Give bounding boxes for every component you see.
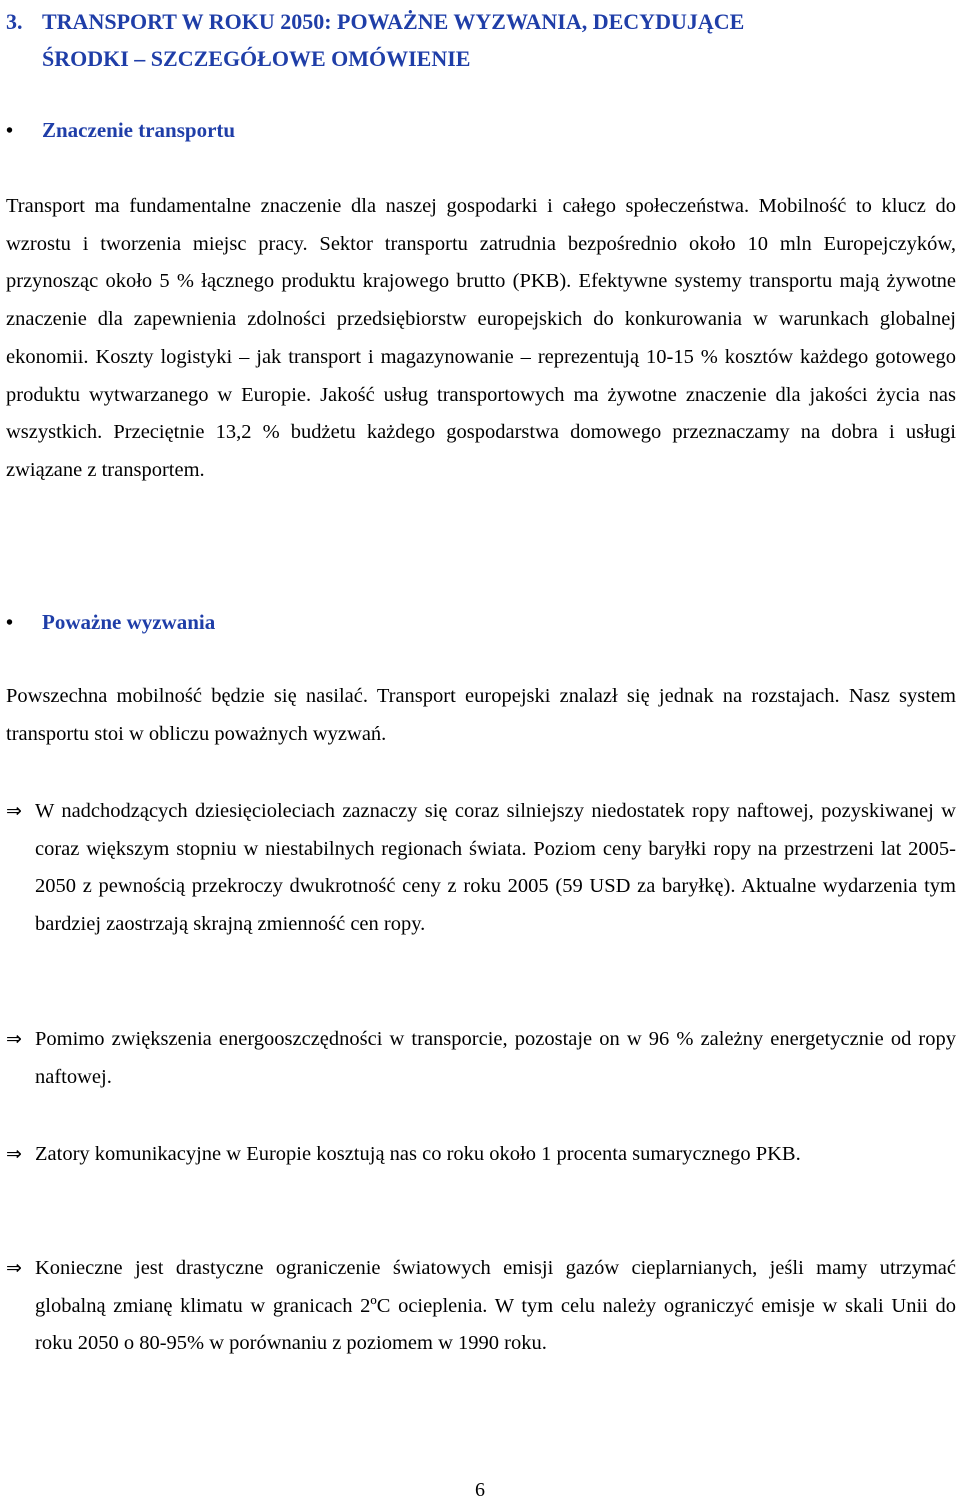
- challenge-item-oil-shortage: [6, 793, 956, 944]
- chapter-heading: [6, 3, 956, 77]
- section-title-challenges: [6, 607, 956, 638]
- section-title-importance: [6, 115, 956, 146]
- challenge-item-text: Pomimo zwiększenia energooszczędności w transporcie, pozostaje on w 96 % zależny energetycznie od ropy naftowej.: [35, 1028, 956, 1088]
- chapter-title-line1: TRANSPORT W ROKU 2050: POWAŻNE WYZWANIA, DECYDUJĄCE: [42, 9, 745, 34]
- right-double-arrow-icon: ⇒: [6, 1257, 22, 1279]
- section-title-text: Znaczenie transportu: [42, 118, 236, 142]
- chapter-title-line2: ŚRODKI – SZCZEGÓŁOWE OMÓWIENIE: [42, 46, 471, 71]
- right-double-arrow-icon: ⇒: [6, 800, 22, 822]
- challenge-item-oil-dependence: [6, 1021, 956, 1096]
- challenges-paragraph: Powszechna mobilność będzie się nasilać. Transport europejski znalazł się jednak na rozstajach. Nasz system transportu stoi w obliczu poważnych wyzwań.: [6, 685, 956, 745]
- right-double-arrow-icon: ⇒: [6, 1028, 22, 1050]
- challenge-item-congestion: [6, 1136, 956, 1174]
- section-title-text: Poważne wyzwania: [42, 610, 216, 634]
- challenge-item-emissions: [6, 1250, 956, 1363]
- chapter-number: 3.: [6, 9, 23, 34]
- importance-paragraph: Transport ma fundamentalne znaczenie dla naszej gospodarki i całego społeczeństwa. Mobilność to klucz do wzrostu i tworzenia miejsc pracy. Sektor transportu zatrudnia bezpośrednio około 10 mln Europejczyków, przynosząc około 5 % łącznego produktu krajowego brutto (PKB). Efektywne systemy transportu mają żywotne znaczenie dla zapewnienia zdolności przedsiębiorstw europejskich do konkurowania w warunkach globalnej ekonomii. Koszty logistyki – jak transport i magazynowanie – reprezentują 10-15 % kosztów każdego gotowego produktu wytwarzanego w Europie. Jakość usług transportowych ma żywotne znaczenie dla jakości życia nas wszystkich. Przeciętnie 13,2 % budżetu każdego gospodarstwa domowego przeznaczamy na dobra i usługi związane z transportem.: [6, 195, 956, 481]
- challenge-item-text: W nadchodzących dziesięcioleciach zaznaczy się coraz silniejszy niedostatek ropy naftowej, pozyskiwanej w coraz większym stopniu w niestabilnych regionach świata. Poziom ceny baryłki ropy na przestrzeni lat 2005-2050 z pewnością przekroczy dwukrotność ceny z roku 2005 (59 USD za baryłkę). Aktualne wydarzenia tym bardziej zaostrzają skrajną zmienność cen ropy.: [35, 800, 956, 936]
- bullet-icon: •: [6, 120, 14, 142]
- challenge-item-text: Zatory komunikacyjne w Europie kosztują nas co roku około 1 procenta sumarycznego PKB.: [35, 1143, 801, 1165]
- right-double-arrow-icon: ⇒: [6, 1143, 22, 1165]
- page-number: 6: [475, 1479, 485, 1501]
- bullet-icon: •: [6, 612, 14, 634]
- challenge-item-text: Konieczne jest drastyczne ograniczenie światowych emisji gazów cieplarnianych, jeśli mamy utrzymać globalną zmianę klimatu w granicach 2ºC ocieplenia. W tym celu należy ograniczyć emisje w skali Unii do roku 2050 o 80-95% w porównaniu z poziomem w 1990 roku.: [35, 1257, 956, 1355]
